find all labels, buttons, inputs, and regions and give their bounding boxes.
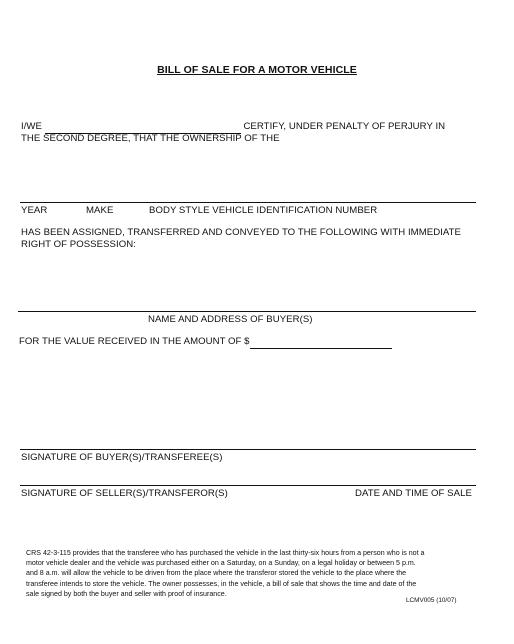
date-time-label: DATE AND TIME OF SALE <box>355 488 472 499</box>
statute-notice <box>26 548 480 599</box>
amount-line <box>19 336 392 349</box>
certify-line-2: THE SECOND DEGREE, THAT THE OWNERSHIP OF THE <box>21 133 280 144</box>
buyer-signature-rule[interactable] <box>20 449 476 450</box>
form-code: LCMV005 (10/07) <box>406 597 457 604</box>
buyer-signature-label: SIGNATURE OF BUYER(S)/TRANSFEREE(S) <box>21 452 223 463</box>
statute-line: transferee intends to store the vehicle. The owner possesses, in the vehicle, a bill of sale that shows the time and date of the <box>26 579 417 588</box>
transfer-line-2: RIGHT OF POSSESSION: <box>21 239 136 250</box>
seller-signature-label: SIGNATURE OF SELLER(S)/TRANSFEROR(S) <box>21 488 228 499</box>
statute-line: and 8 a.m. will allow the vehicle to be driven from the place where the transferor stored the vehicle to the place where the <box>26 569 407 578</box>
buyer-name-address-label: NAME AND ADDRESS OF BUYER(S) <box>148 314 313 325</box>
statute-line: sale signed by both the buyer and seller with proof of insurance. <box>26 589 227 598</box>
amount-field[interactable] <box>250 336 392 349</box>
make-label: MAKE <box>86 205 114 216</box>
amount-label: FOR THE VALUE RECEIVED IN THE AMOUNT OF $ <box>19 336 250 347</box>
buyer-name-address-rule[interactable] <box>18 311 476 312</box>
year-label: YEAR <box>21 205 48 216</box>
body-style-vin-label: BODY STYLE VEHICLE IDENTIFICATION NUMBER <box>149 205 378 216</box>
document-title: BILL OF SALE FOR A MOTOR VEHICLE <box>157 64 357 76</box>
statute-line: CRS 42-3-115 provides that the transferee who has purchased the vehicle in the last thirty-six hours from a person who is not a <box>26 549 425 557</box>
statute-line: motor vehicle dealer and the vehicle was purchased either on a Saturday, on a Sunday, on a legal holiday or between 5 p.m. <box>26 559 416 568</box>
transfer-line-1: HAS BEEN ASSIGNED, TRANSFERRED AND CONVEYED TO THE FOLLOWING WITH IMMEDIATE <box>21 227 461 238</box>
certify-suffix: CERTIFY, UNDER PENALTY OF PERJURY IN <box>243 121 446 132</box>
vehicle-description-rule[interactable] <box>20 202 476 203</box>
seller-signature-rule[interactable] <box>20 485 476 486</box>
certify-prefix: I/WE <box>21 121 42 132</box>
